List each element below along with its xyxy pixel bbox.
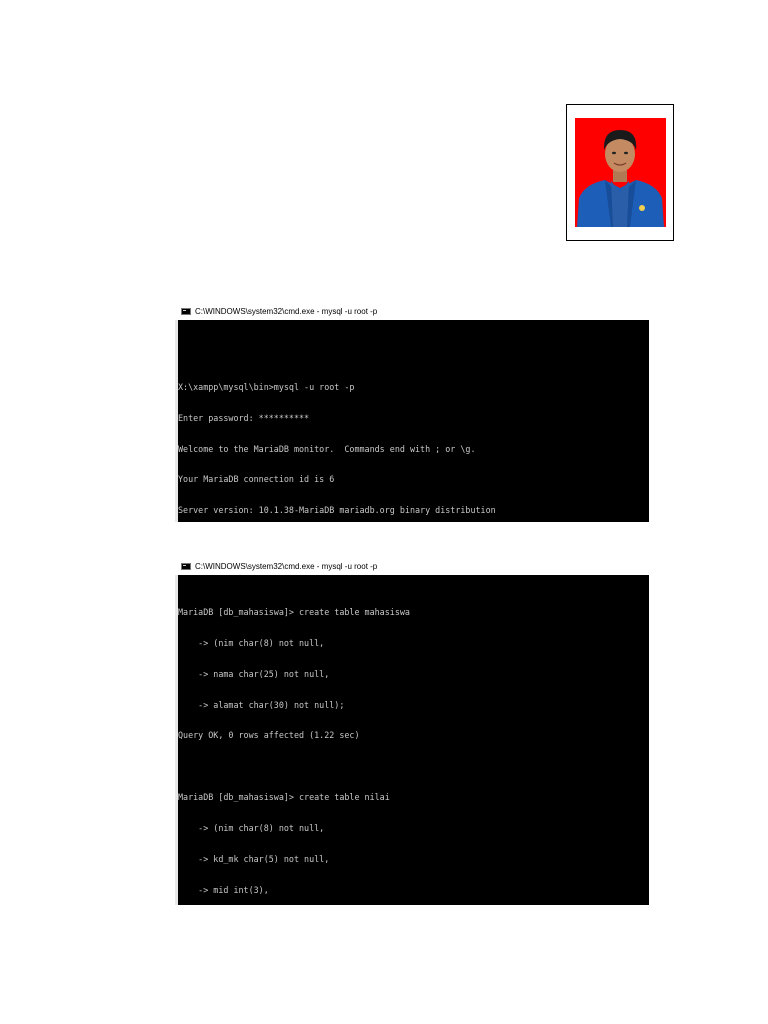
terminal-line: MariaDB [db_mahasiswa]> create table nilai <box>178 792 390 803</box>
cmd-window-1 <box>175 303 649 522</box>
terminal-line: -> kd_mk char(5) not null, <box>178 854 330 865</box>
person-portrait-icon <box>575 118 666 227</box>
terminal-output[interactable] <box>175 320 649 522</box>
cmd-window-2 <box>175 558 649 905</box>
terminal-output[interactable] <box>175 575 649 905</box>
terminal-line: MariaDB [db_mahasiswa]> create table mahasiswa <box>178 606 410 617</box>
terminal-line: -> mid int(3), <box>178 884 269 895</box>
cmd-icon <box>181 308 191 315</box>
terminal-line: -> (nim char(8) not null, <box>178 637 325 648</box>
terminal-line: -> (nim char(8) not null, <box>178 823 325 834</box>
cmd-icon <box>181 563 191 570</box>
window-title: C:\WINDOWS\system32\cmd.exe - mysql -u root -p <box>195 562 378 571</box>
profile-photo <box>575 118 666 227</box>
window-titlebar[interactable] <box>175 558 649 575</box>
terminal-line: -> nama char(25) not null, <box>178 668 330 679</box>
terminal-line: X:\xampp\mysql\bin>mysql -u root -p <box>178 381 355 392</box>
terminal-line: Server version: 10.1.38-MariaDB mariadb.org binary distribution <box>178 505 496 516</box>
photo-frame <box>566 104 674 241</box>
terminal-line: -> alamat char(30) not null); <box>178 699 345 710</box>
terminal-line <box>178 761 649 771</box>
terminal-line: Enter password: ********** <box>178 412 310 423</box>
terminal-line: Query OK, 0 rows affected (1.22 sec) <box>178 730 360 741</box>
terminal-line: Welcome to the MariaDB monitor. Commands end with ; or \g. <box>178 443 476 454</box>
terminal-line: Your MariaDB connection id is 6 <box>178 474 335 485</box>
window-title: C:\WINDOWS\system32\cmd.exe - mysql -u root -p <box>195 307 378 316</box>
window-titlebar[interactable] <box>175 303 649 320</box>
terminal-line <box>178 351 649 361</box>
